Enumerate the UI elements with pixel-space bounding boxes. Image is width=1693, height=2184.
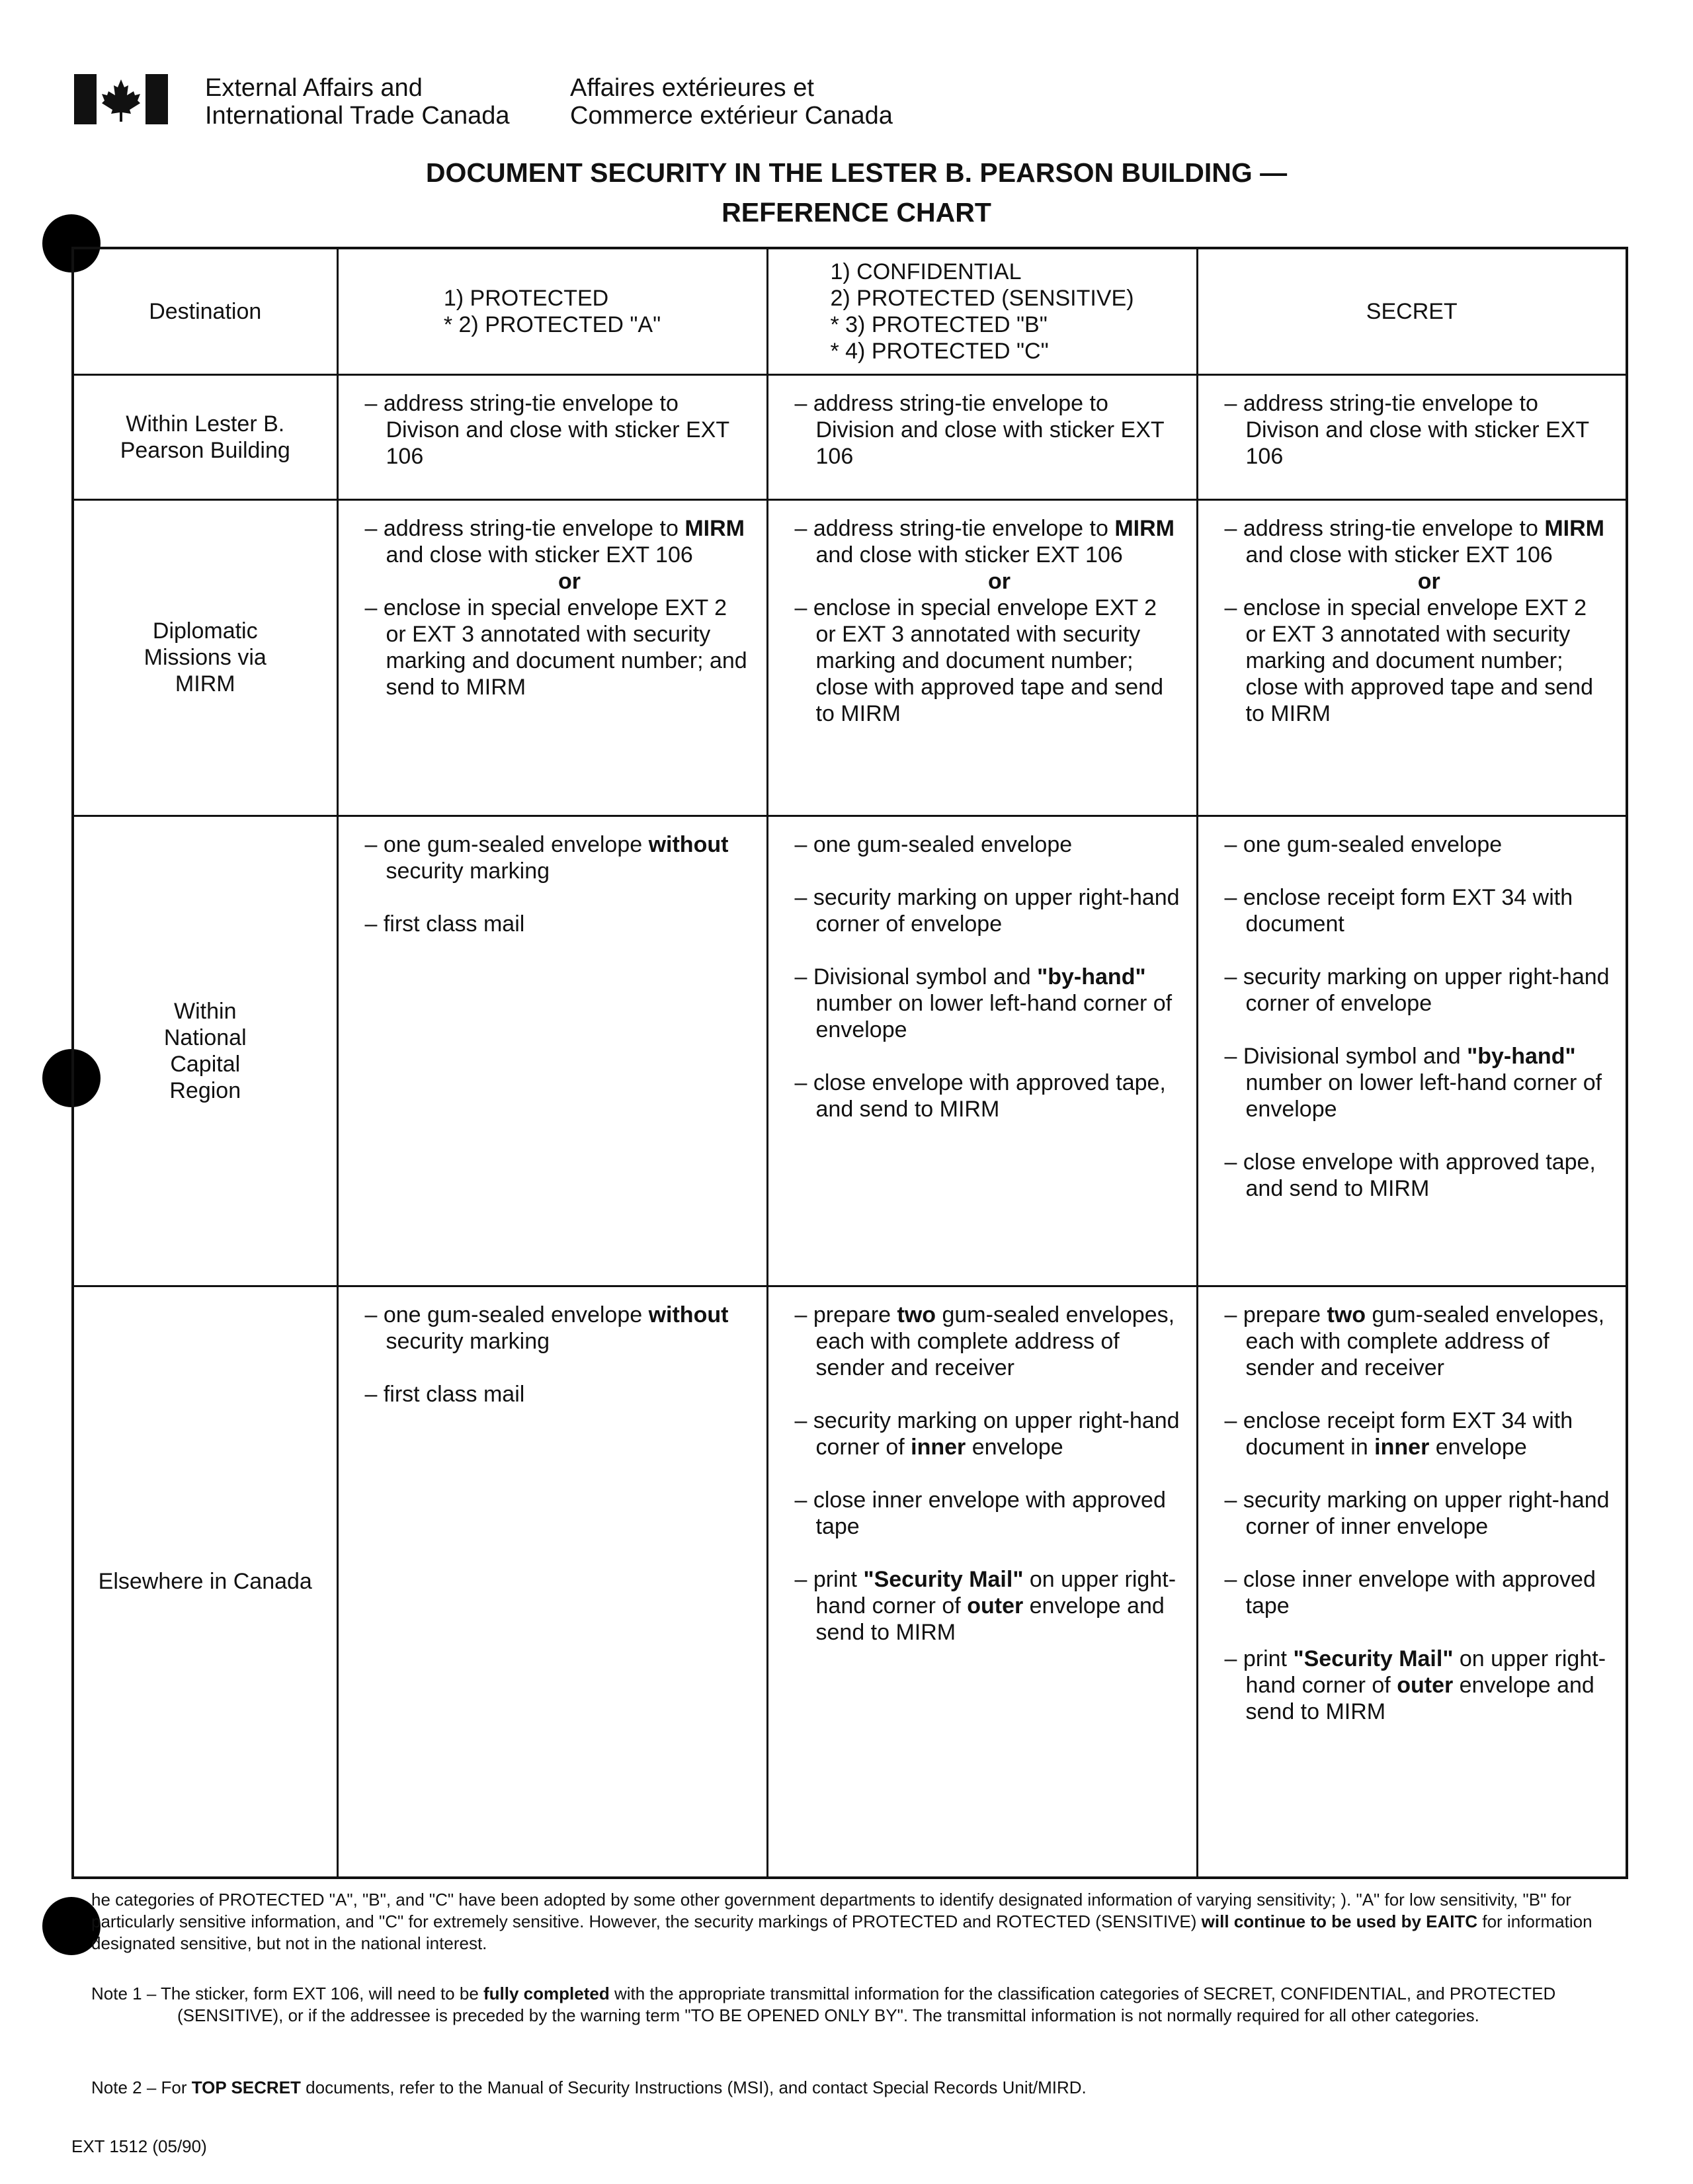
header-confidential-line: 2) PROTECTED (SENSITIVE) <box>830 285 1134 311</box>
destination-label: Within National Capital Region <box>163 998 247 1103</box>
document-subtitle: REFERENCE CHART <box>722 197 991 228</box>
instruction: – print "Security Mail" on upper right-hand corner of outer envelope and send to MIRM <box>1224 1646 1606 1724</box>
destination-label: Elsewhere in Canada <box>98 1569 312 1595</box>
instruction: – enclose in special envelope EXT 2 or EXT 3 annotated with security marking and document number; close with approved tape and send to MIRM <box>794 595 1163 726</box>
org-fr-line2: Commerce extérieur Canada <box>570 102 893 130</box>
protected-categories-footnote: he categories of PROTECTED "A", "B", and "C" have been adopted by some other government departments to identify designated information of varying sensitivity; ). "A" for low sensitivity, "B" for particularly sensitive information, and "C" for extremely sensitive. However, the security markings of PROTECTED and ROTECTED (SENSITIVE) will continue to be used by EAITC for information designated sensitive, but not in the national interest. <box>91 1890 1592 1953</box>
org-en-line2: International Trade Canada <box>205 102 510 130</box>
header-destination: Destination <box>73 248 337 374</box>
or-separator: or <box>1417 568 1440 594</box>
destination-label: Within Lester B. Pearson Building <box>120 411 290 463</box>
instruction: – security marking on upper right-hand corner of envelope <box>1224 964 1610 1016</box>
instruction: – one gum-sealed envelope without security marking <box>364 831 729 884</box>
instruction: – one gum-sealed envelope <box>1224 831 1503 857</box>
instruction: – address string-tie envelope to MIRM and close with sticker EXT 106 <box>1224 515 1604 567</box>
instruction: – prepare two gum-sealed envelopes, each with complete address of sender and receiver <box>794 1302 1175 1380</box>
table-header-row <box>73 248 1627 374</box>
cell-protected <box>337 374 767 499</box>
form-number: EXT 1512 (05/90) <box>71 2136 207 2156</box>
destination-label: Diplomatic Missions via MIRM <box>144 618 267 696</box>
instruction: – address string-tie envelope to MIRM and close with sticker EXT 106 <box>364 515 745 567</box>
table-row <box>73 1286 1627 1878</box>
or-separator: or <box>988 568 1011 594</box>
table-row <box>73 374 1627 499</box>
instruction: – close envelope with approved tape, and send to MIRM <box>794 1070 1166 1122</box>
cell-secret <box>1197 1286 1627 1878</box>
note-2: Note 2 – For TOP SECRET documents, refer to the Manual of Security Instructions (MSI), and contact Special Records Unit/MIRD. <box>91 2078 1087 2097</box>
instruction: – print "Security Mail" on upper right-hand corner of outer envelope and send to MIRM <box>794 1566 1177 1645</box>
header-protected-line: * 2) PROTECTED "A" <box>443 312 661 337</box>
instruction: – enclose receipt form EXT 34 with document in inner envelope <box>1224 1407 1573 1460</box>
instruction: – security marking on upper right-hand corner of envelope <box>794 884 1180 937</box>
header-confidential <box>767 248 1197 374</box>
instruction: – close inner envelope with approved tape <box>1224 1566 1596 1618</box>
note-1: Note 1 – The sticker, form EXT 106, will need to be fully completed with the appropriate transmittal information for the classification categories of SECRET, CONFIDENTIAL, and PROTECTED (SENSITIVE), or if the addressee is preceded by the warning term "TO BE OPENED ONLY BY". The transmittal information is not normally required for all other categories. <box>91 1984 1556 2025</box>
cell-secret <box>1197 374 1627 499</box>
header-confidential-line: * 3) PROTECTED "B" <box>830 312 1048 337</box>
cell-confidential <box>767 1286 1197 1878</box>
instruction: – enclose in special envelope EXT 2 or EXT 3 annotated with security marking and document number; and send to MIRM <box>364 595 747 700</box>
cell-protected <box>337 816 767 1286</box>
instruction: – first class mail <box>364 911 525 937</box>
instruction: – security marking on upper right-hand corner of inner envelope <box>794 1407 1180 1460</box>
row-destination <box>73 1286 337 1878</box>
cell-confidential <box>767 499 1197 816</box>
or-separator: or <box>558 568 581 594</box>
instruction: – close envelope with approved tape, and send to MIRM <box>1224 1149 1596 1201</box>
cell-confidential <box>767 816 1197 1286</box>
org-name-english <box>205 74 510 130</box>
row-destination <box>73 374 337 499</box>
reference-chart-table <box>71 247 1628 1879</box>
header-protected-line: 1) PROTECTED <box>443 285 609 311</box>
cell-secret <box>1197 499 1627 816</box>
org-fr-line1: Affaires extérieures et <box>570 74 814 102</box>
row-destination <box>73 499 337 816</box>
instruction: – enclose in special envelope EXT 2 or EXT 3 annotated with security marking and document number; close with approved tape and send to MIRM <box>1224 595 1593 726</box>
instruction: – address string-tie envelope to Divison and close with sticker EXT 106 <box>1224 390 1589 469</box>
cell-protected <box>337 1286 767 1878</box>
instruction: – address string-tie envelope to Divison and close with sticker EXT 106 <box>364 390 729 469</box>
instruction: – prepare two gum-sealed envelopes, each with complete address of sender and receiver <box>1224 1302 1605 1380</box>
header-protected <box>337 248 767 374</box>
instruction: – enclose receipt form EXT 34 with document <box>1224 884 1573 937</box>
table-row <box>73 499 1627 816</box>
header-confidential-line: 1) CONFIDENTIAL <box>830 259 1022 284</box>
header-secret: SECRET <box>1197 248 1627 374</box>
cell-confidential <box>767 374 1197 499</box>
instruction: – Divisional symbol and "by-hand" number on lower left-hand corner of envelope <box>794 964 1173 1042</box>
cell-protected <box>337 499 767 816</box>
canada-flag-logo <box>74 74 168 124</box>
instruction: – first class mail <box>364 1381 525 1407</box>
instruction: – address string-tie envelope to MIRM and close with sticker EXT 106 <box>794 515 1175 567</box>
instruction: – security marking on upper right-hand corner of inner envelope <box>1224 1487 1610 1539</box>
header-confidential-line: * 4) PROTECTED "C" <box>830 338 1049 364</box>
instruction: – one gum-sealed envelope <box>794 831 1073 857</box>
instruction: – Divisional symbol and "by-hand" number on lower left-hand corner of envelope <box>1224 1043 1602 1122</box>
row-destination <box>73 816 337 1286</box>
instruction: – close inner envelope with approved tape <box>794 1487 1166 1539</box>
cell-secret <box>1197 816 1627 1286</box>
table-row <box>73 816 1627 1286</box>
org-name-french <box>570 74 893 130</box>
document-title: DOCUMENT SECURITY IN THE LESTER B. PEARSON BUILDING — <box>425 157 1288 188</box>
org-en-line1: External Affairs and <box>205 74 423 102</box>
instruction: – one gum-sealed envelope without security marking <box>364 1302 729 1354</box>
instruction: – address string-tie envelope to Division and close with sticker EXT 106 <box>794 390 1165 469</box>
